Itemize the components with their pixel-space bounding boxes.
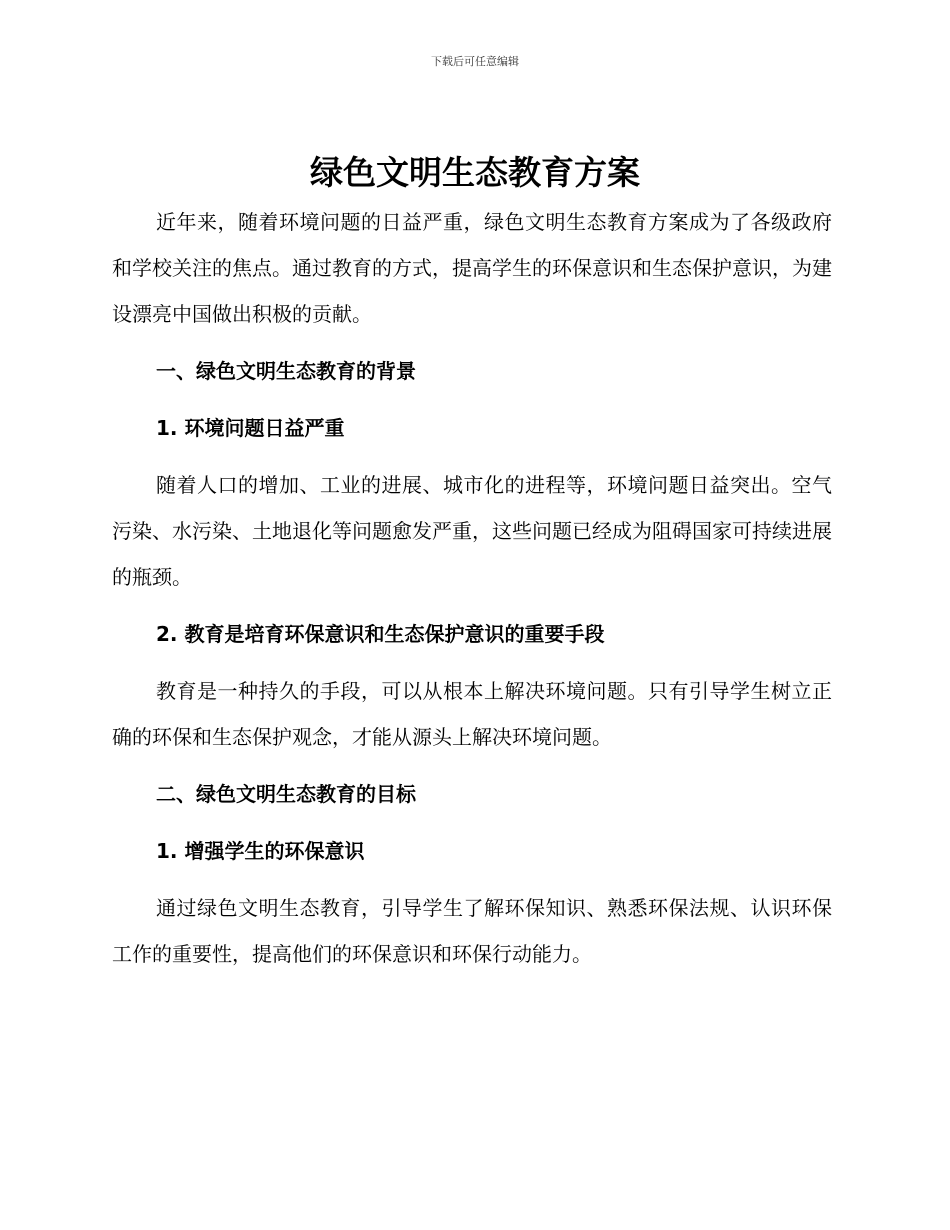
spacer [112, 657, 832, 668]
section-heading-goals: 二、绿色文明生态教育的目标 [156, 782, 416, 806]
section-heading-background: 一、绿色文明生态教育的背景 [156, 359, 416, 383]
paragraph-awareness: 通过绿色文明生态教育，引导学生了解环保知识、熟悉环保法规、认识环保工作的重要性，提高他们的环保意识和环保行动能力。 [112, 896, 832, 966]
spacer [112, 394, 832, 405]
intro-paragraph: 近年来，随着环境问题的日益严重，绿色文明生态教育方案成为了各级政府和学校关注的焦点。通过教育的方式，提高学生的环保意识和生态保护意识，为建设漂亮中国做出积极的贡献。 [112, 210, 832, 326]
spacer [112, 874, 832, 885]
spacer [112, 760, 832, 771]
subheading-education-means: 2. 教育是培育环保意识和生态保护意识的重要手段 [156, 622, 605, 646]
spacer [112, 337, 832, 348]
header-note: 下载后可任意编辑 [431, 55, 519, 68]
paragraph-education-means: 教育是一种持久的手段，可以从根本上解决环境问题。只有引导学生树立正确的环保和生态保护观念，才能从源头上解决环境问题。 [112, 679, 832, 749]
spacer [112, 451, 832, 462]
subheading-environment-problems: 1. 环境问题日益严重 [156, 416, 345, 440]
paragraph-environment-problems: 随着人口的增加、工业的进展、城市化的进程等，环境问题日益突出。空气污染、水污染、土地退化等问题愈发严重，这些问题已经成为阻碍国家可持续进展的瓶颈。 [112, 473, 832, 589]
document-body [112, 199, 832, 977]
subheading-awareness: 1. 增强学生的环保意识 [156, 839, 365, 863]
spacer [112, 600, 832, 611]
spacer [112, 817, 832, 828]
document-title: 绿色文明生态教育方案 [310, 153, 640, 192]
